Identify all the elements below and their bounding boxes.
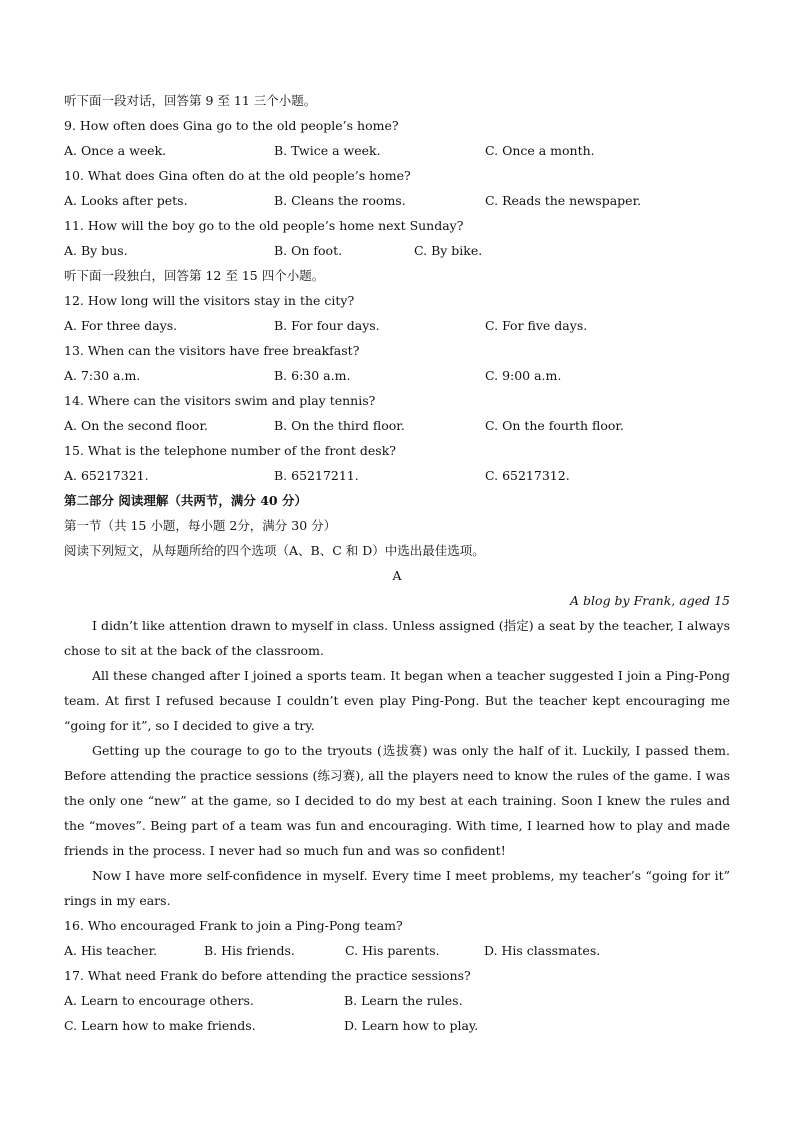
question-12-options [64, 313, 730, 338]
question-16-options [64, 938, 730, 963]
option-c: C. Reads the newspaper. [485, 193, 642, 208]
option-c: C. 65217312. [485, 468, 570, 483]
option-a: A. Looks after pets. [64, 193, 188, 208]
option-d: D. His classmates. [484, 943, 601, 958]
question-12: 12. How long will the visitors stay in the city? [64, 293, 355, 308]
question-15: 15. What is the telephone number of the front desk? [64, 443, 396, 458]
option-b: B. His friends. [204, 943, 295, 958]
option-b: B. 65217211. [274, 468, 359, 483]
passage-paragraph-4: Now I have more self-confidence in myself. Every time I meet problems, my teacher’s “going for it” rings in my ears. [64, 868, 730, 908]
question-17-options-row-2 [64, 1013, 730, 1038]
option-c: C. For five days. [485, 318, 588, 333]
option-d: D. Learn how to play. [344, 1018, 479, 1033]
option-a: A. His teacher. [64, 943, 158, 958]
option-b: B. On the third floor. [274, 418, 405, 433]
question-10-options [64, 188, 730, 213]
question-13: 13. When can the visitors have free breakfast? [64, 343, 360, 358]
option-a: A. 65217321. [64, 468, 149, 483]
passage-byline: A blog by Frank, aged 15 [570, 593, 730, 608]
option-b: B. Learn the rules. [344, 993, 463, 1008]
option-a: A. Learn to encourage others. [64, 993, 254, 1008]
question-14-options [64, 413, 730, 438]
passage-paragraph-3: Getting up the courage to go to the tryouts (选拔赛) was only the half of it. Luckily, I passed them. Before attending the practice sessions (练习赛), all the players need to know the rules of the game. I was the only one “new” at the game, so I decided to do my best at each training. Soon I knew the rules and the “moves”. Being part of a team was fun and encouraging. With time, I learned how to play and made friends in the process. I never had so much fun and was so confident! [64, 743, 730, 858]
passage-paragraph-2: All these changed after I joined a sports team. It began when a teacher suggested I join a Ping-Pong team. At first I refused because I couldn’t even play Ping-Pong. But the teacher kept encouraging me “going for it”, so I decided to give a try. [64, 668, 730, 733]
listening-intro-1: 听下面一段对话，回答第 9 至 11 三个小题。 [64, 93, 317, 108]
question-13-options [64, 363, 730, 388]
question-17: 17. What need Frank do before attending the practice sessions? [64, 968, 471, 983]
option-c: C. By bike. [414, 243, 483, 258]
option-b: B. For four days. [274, 318, 380, 333]
passage-paragraph-1: I didn’t like attention drawn to myself in class. Unless assigned (指定) a seat by the teacher, I always chose to sit at the back of the classroom. [64, 618, 730, 658]
option-c: C. 9:00 a.m. [485, 368, 562, 383]
question-15-options [64, 463, 730, 488]
passage-label: A [392, 568, 402, 583]
option-c: C. On the fourth floor. [485, 418, 624, 433]
option-a: A. For three days. [64, 318, 178, 333]
option-b: B. Twice a week. [274, 143, 381, 158]
exam-page [64, 88, 730, 1038]
option-a: A. By bus. [64, 243, 128, 258]
option-b: B. 6:30 a.m. [274, 368, 351, 383]
part-2-heading: 第二部分 阅读理解（共两节，满分 40 分） [64, 493, 307, 508]
question-11: 11. How will the boy go to the old people’s home next Sunday? [64, 218, 464, 233]
option-c: C. His parents. [345, 943, 440, 958]
question-16: 16. Who encouraged Frank to join a Ping-Pong team? [64, 918, 403, 933]
option-a: A. Once a week. [64, 143, 167, 158]
listening-intro-2: 听下面一段独白，回答第 12 至 15 四个小题。 [64, 268, 325, 283]
reading-instruction: 阅读下列短文，从每题所给的四个选项（A、B、C 和 D）中选出最佳选项。 [64, 543, 485, 558]
question-11-options [64, 238, 730, 263]
option-c: C. Once a month. [485, 143, 595, 158]
option-b: B. Cleans the rooms. [274, 193, 406, 208]
option-b: B. On foot. [274, 243, 343, 258]
option-a: A. On the second floor. [64, 418, 209, 433]
question-10: 10. What does Gina often do at the old people’s home? [64, 168, 411, 183]
question-9-options [64, 138, 730, 163]
section-1-heading: 第一节（共 15 小题，每小题 2分，满分 30 分） [64, 518, 337, 533]
question-17-options-row-1 [64, 988, 730, 1013]
question-14: 14. Where can the visitors swim and play tennis? [64, 393, 376, 408]
question-9: 9. How often does Gina go to the old people’s home? [64, 118, 399, 133]
option-c: C. Learn how to make friends. [64, 1018, 256, 1033]
option-a: A. 7:30 a.m. [64, 368, 141, 383]
